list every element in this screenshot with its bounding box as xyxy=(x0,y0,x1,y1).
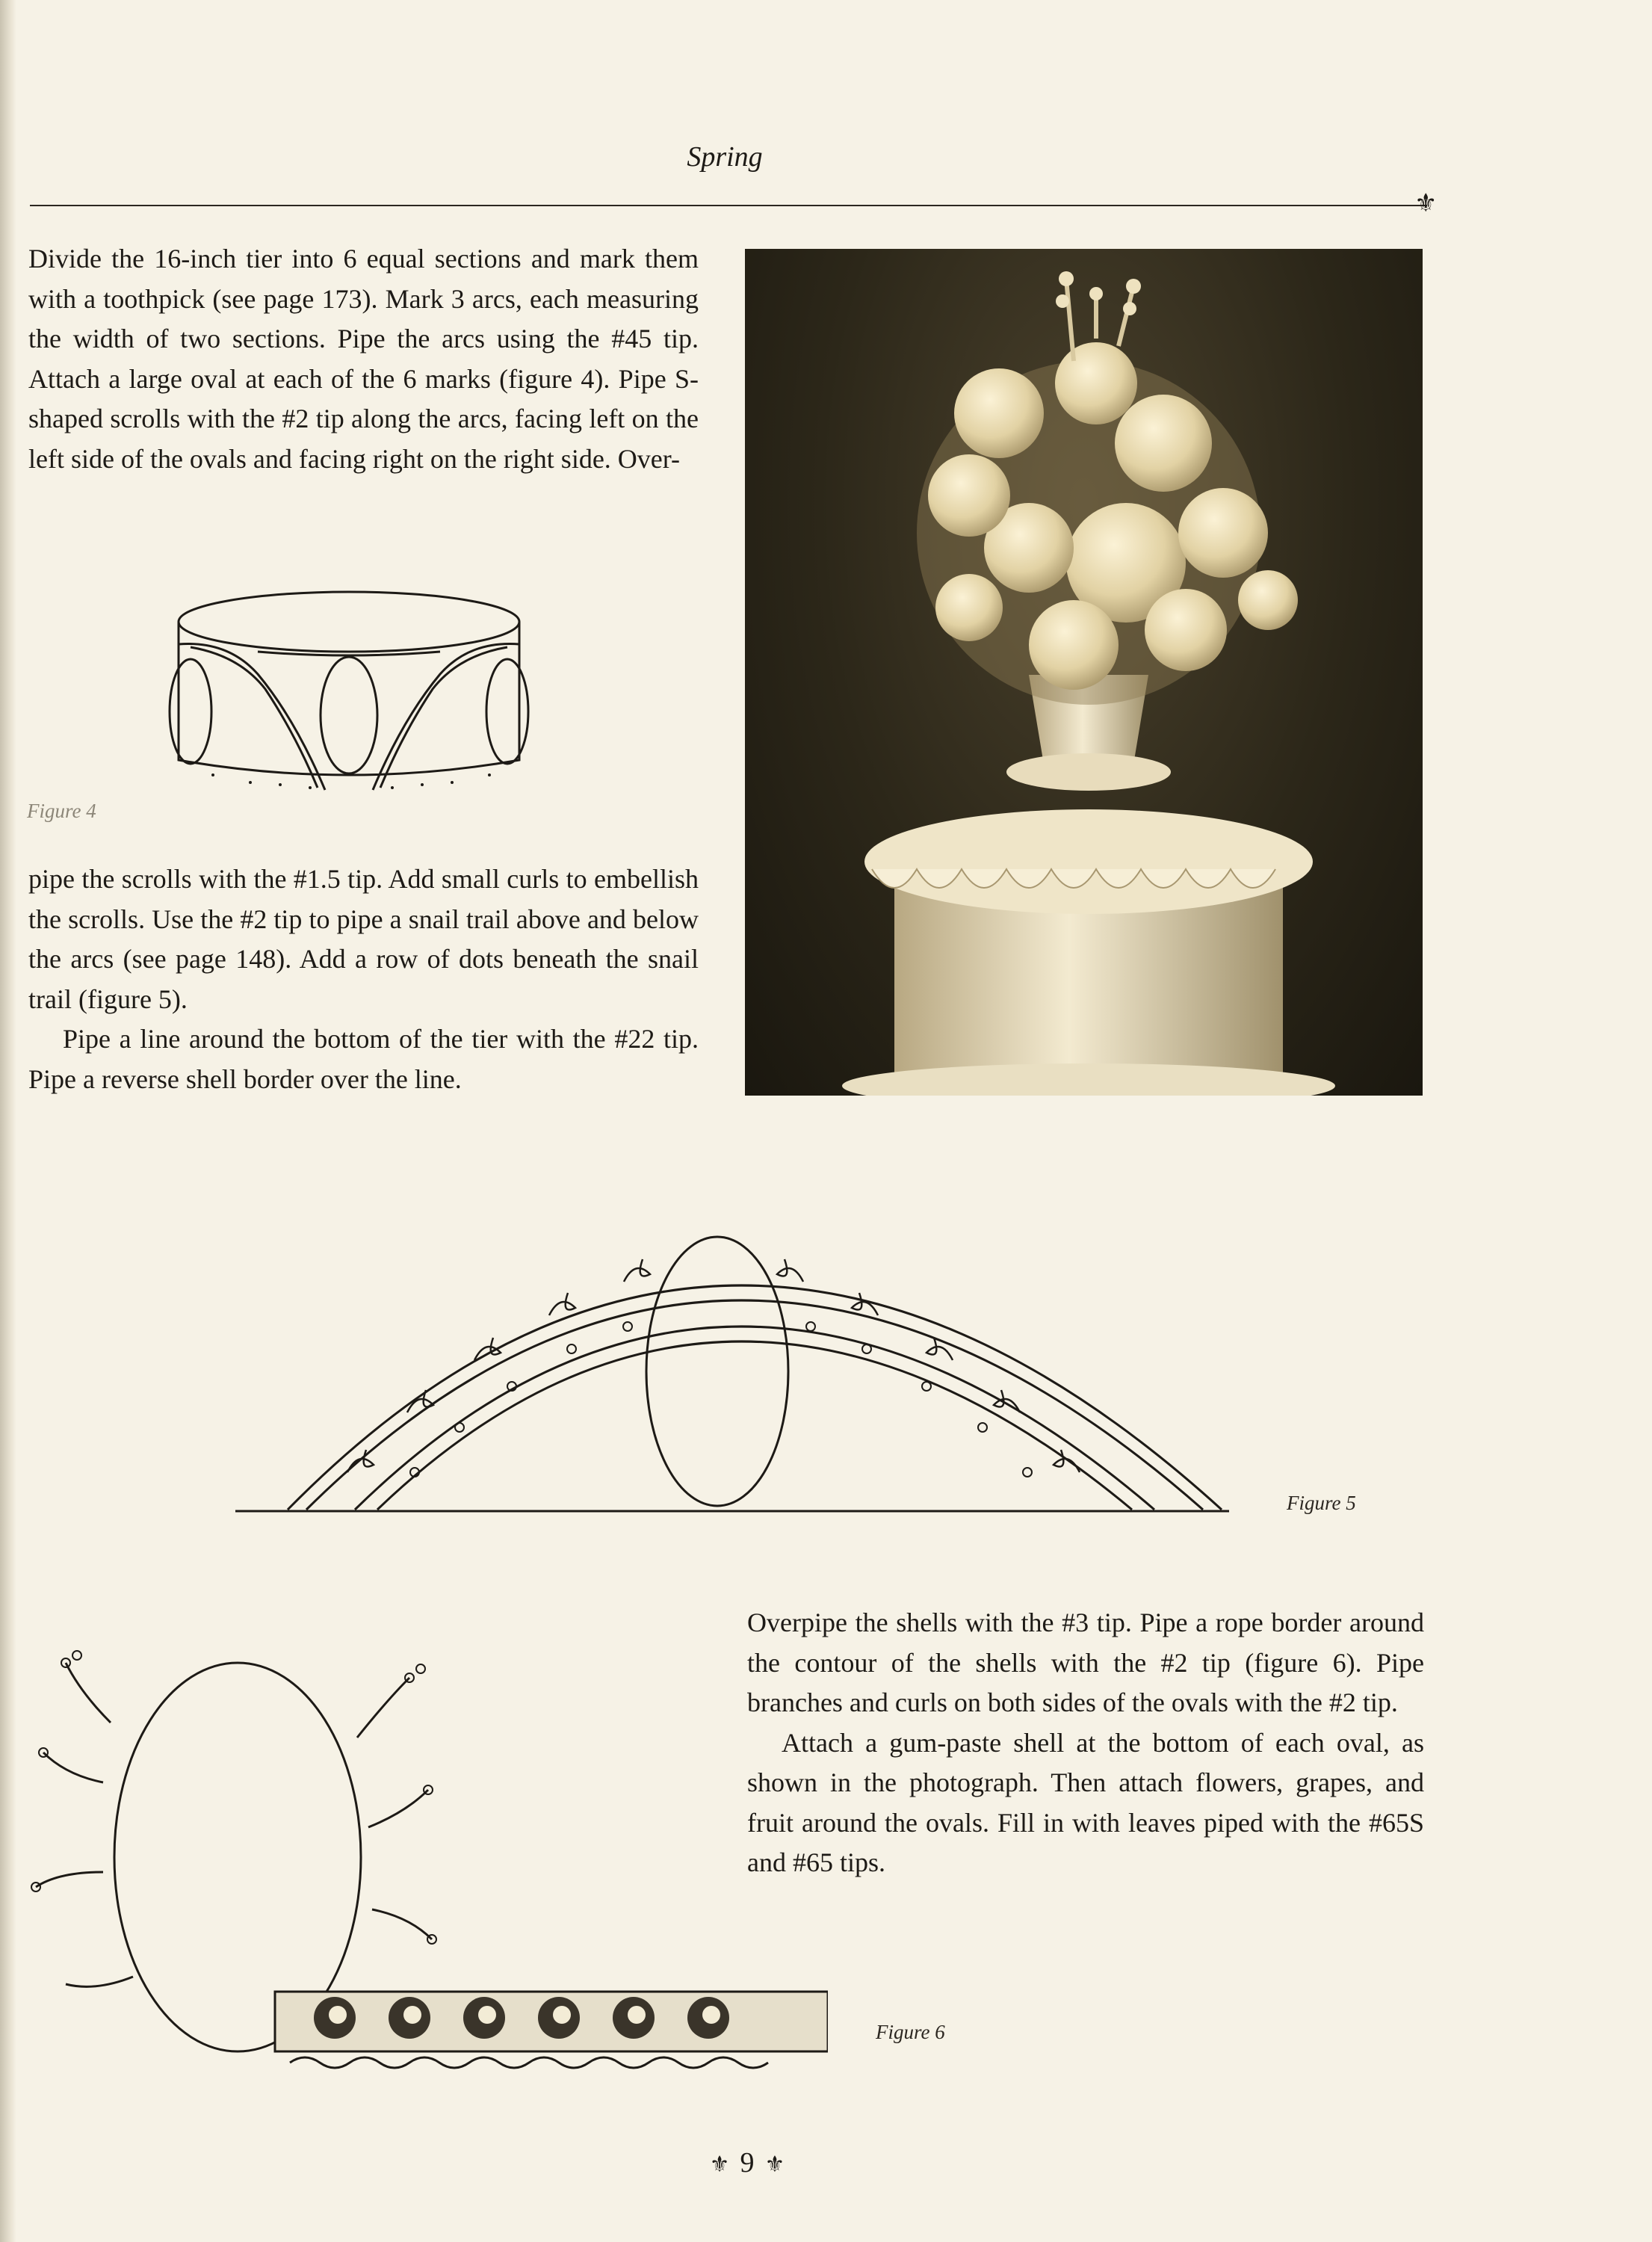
page-footer xyxy=(658,2146,837,2179)
running-header: Spring xyxy=(687,141,763,173)
page-number: 9 xyxy=(740,2147,755,2178)
fleuron-icon: ⚜ xyxy=(1414,190,1438,217)
figure-4-tier-drawing xyxy=(168,584,549,801)
paragraph: Pipe a line around the bottom of the tier with the #22 tip. Pipe a reverse shell border over the line. xyxy=(28,1024,699,1094)
text-column-bottom-right xyxy=(747,1603,1424,1883)
fleuron-icon: ⚜ xyxy=(764,2152,785,2177)
cake-photo-illustration xyxy=(745,249,1423,1096)
figure-6-caption: Figure 6 xyxy=(876,2021,945,2043)
figure-4-caption: Figure 4 xyxy=(27,800,96,822)
header-rule xyxy=(30,205,1427,206)
paragraph: Divide the 16-inch tier into 6 equal sections and mark them with a toothpick (see page 173). Mark 3 arcs, each measuring the width of two sections. Pipe the arcs using the #45 tip. Attach a large oval at each of the 6 marks (figure 4). Pipe S-shaped scrolls with the #2 tip along the arcs, facing left on the left side of the ovals and facing right on the right side. Over- xyxy=(28,244,699,474)
fleuron-icon: ⚜ xyxy=(709,2152,730,2177)
text-column-mid-left xyxy=(28,859,699,1099)
paragraph: Attach a gum-paste shell at the bottom of each oval, as shown in the photograph. Then attach flowers, grapes, and fruit around the ovals. Fill in with leaves piped with the #65S and #65 tips. xyxy=(747,1727,1424,1877)
page-gutter-shadow xyxy=(0,0,16,2242)
figure-6-oval-border-drawing xyxy=(21,1633,828,2081)
text-column-top-left xyxy=(28,239,699,479)
cake-photograph xyxy=(745,249,1423,1096)
paragraph: Overpipe the shells with the #3 tip. Pipe a rope border around the contour of the shells with the #2 tip (figure 6). Pipe branches and curls on both sides of the ovals with the #2 tip. xyxy=(747,1608,1424,1717)
paragraph: pipe the scrolls with the #1.5 tip. Add small curls to embellish the scrolls. Use the #2 tip to pipe a snail trail above and below the arcs (see page 148). Add a row of dots beneath the snail trail (figure 5). xyxy=(28,864,699,1014)
figure-5-arc-drawing xyxy=(235,1173,1237,1525)
figure-5-caption: Figure 5 xyxy=(1287,1492,1356,1514)
